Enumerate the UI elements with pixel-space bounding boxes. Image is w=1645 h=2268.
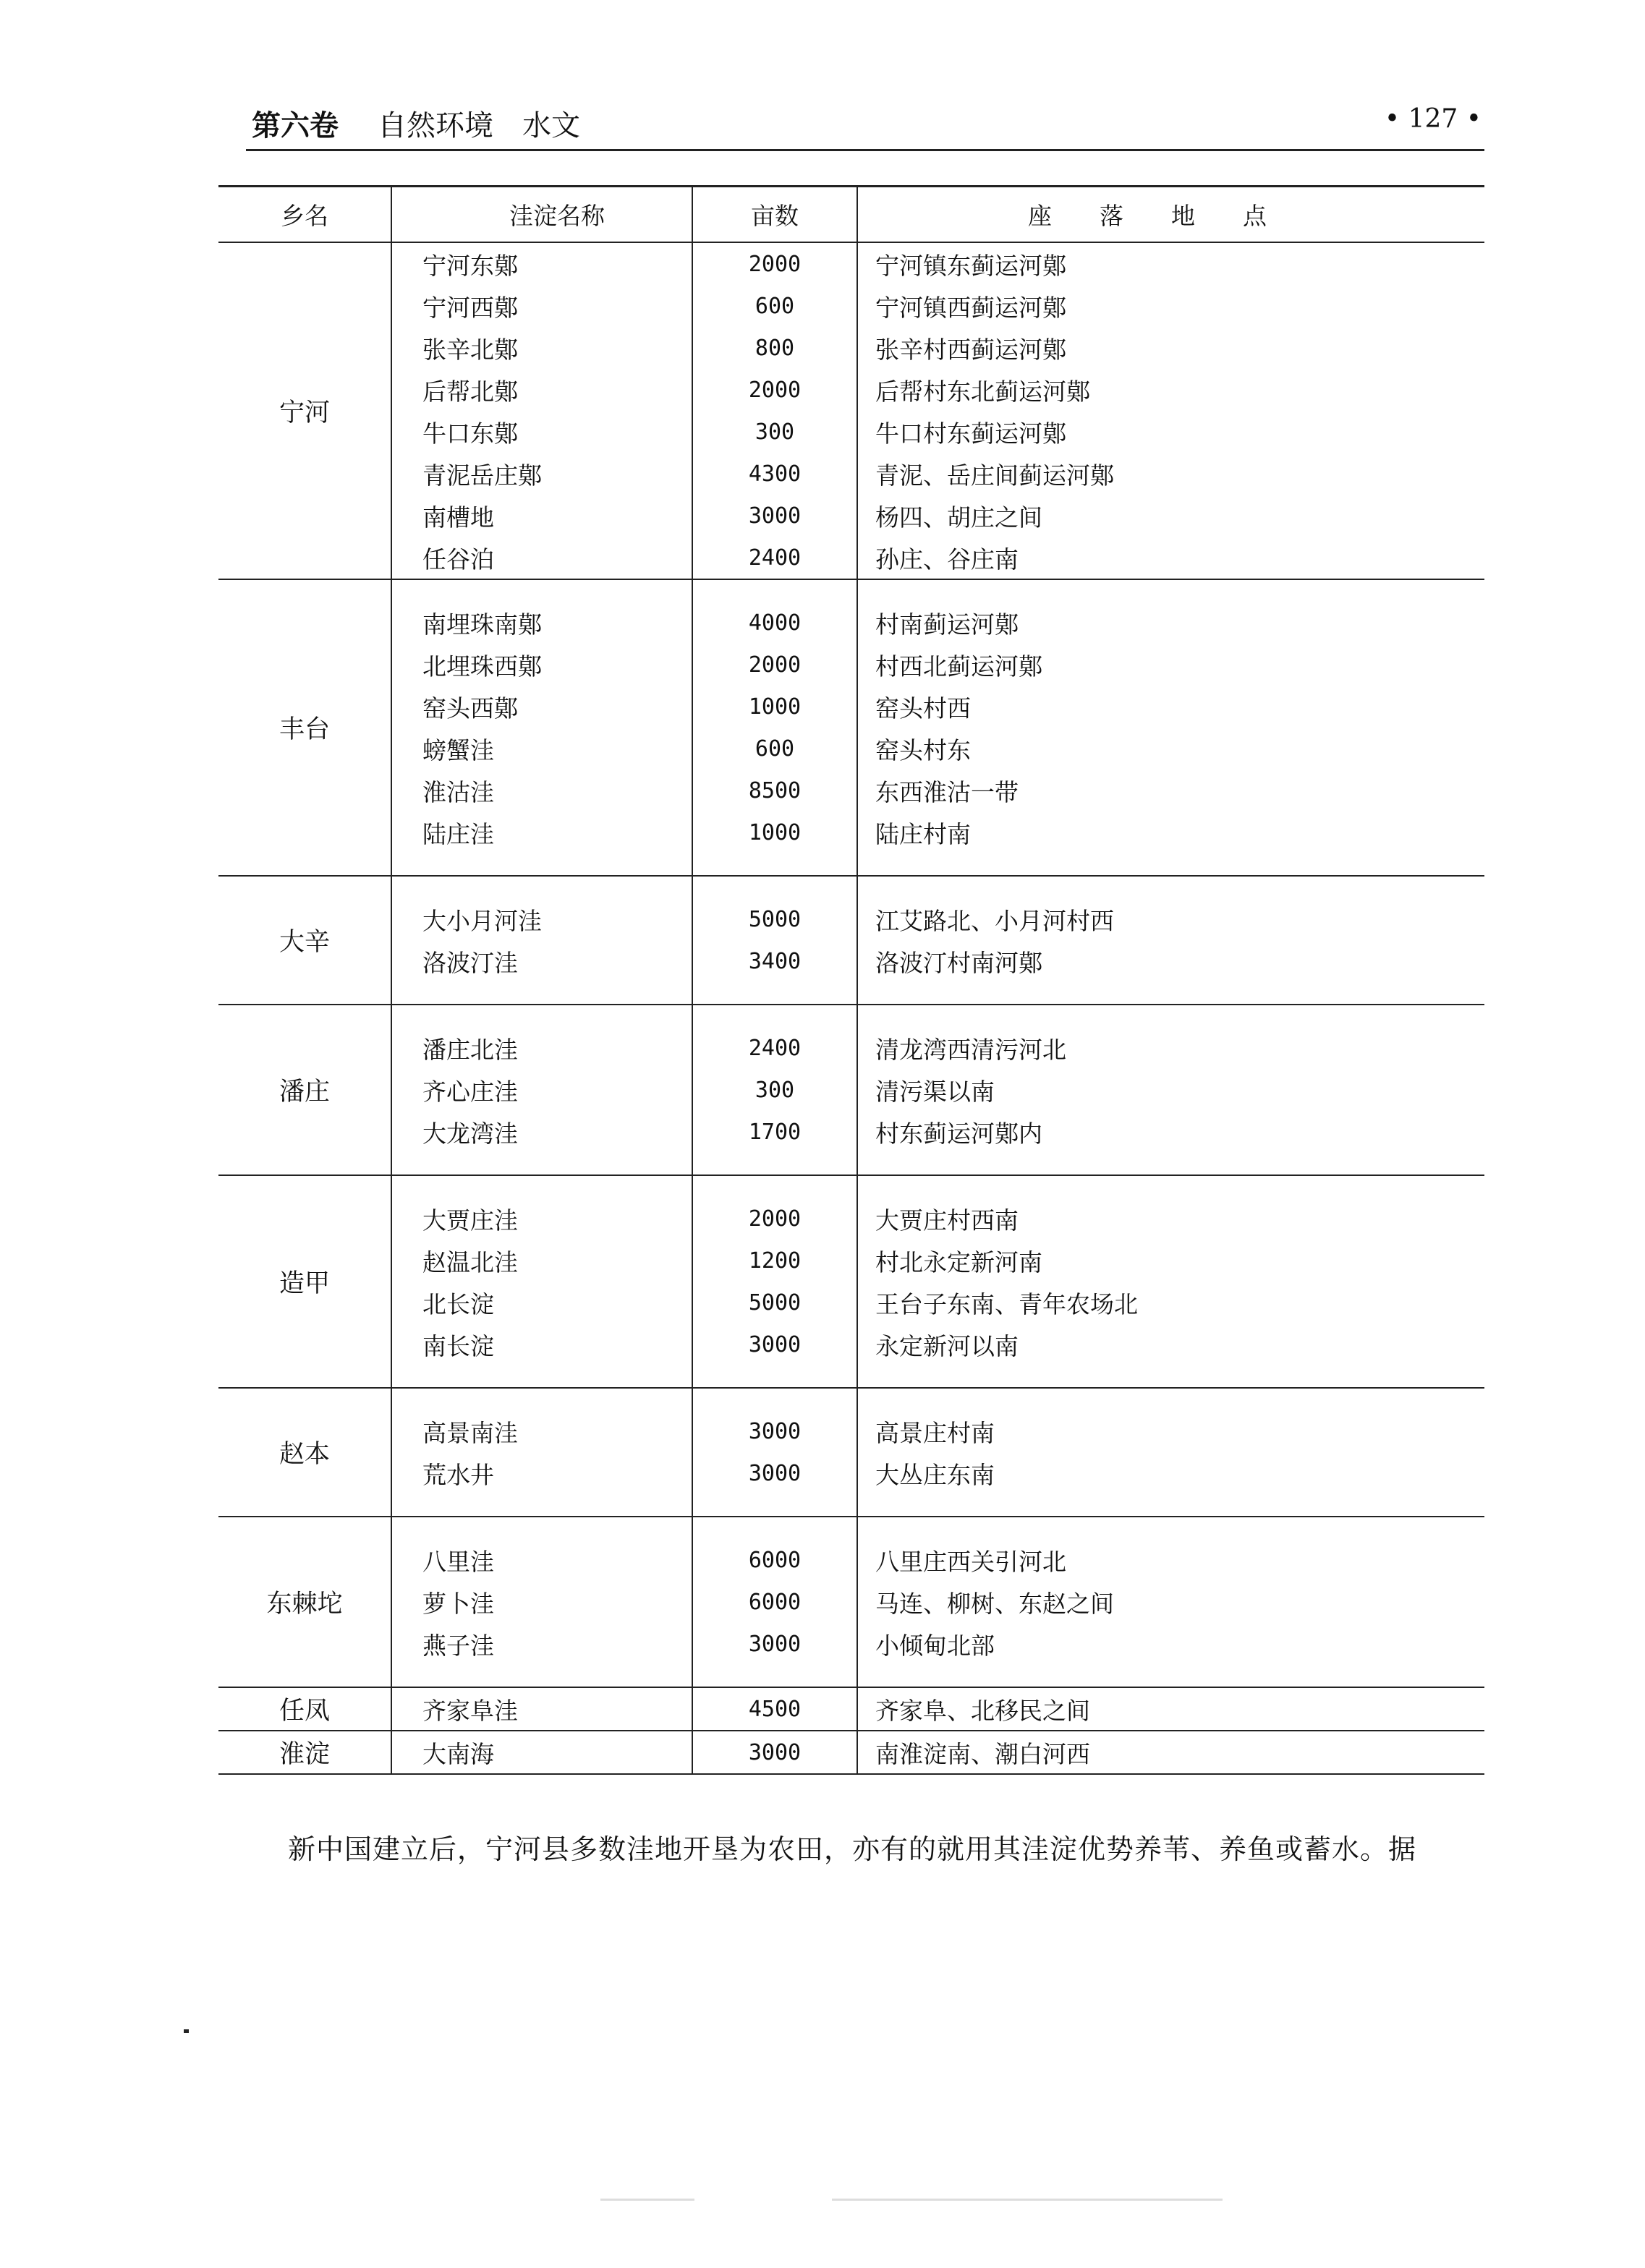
location-cell: 窑头村东 — [857, 728, 1484, 770]
spacer-cell — [692, 579, 857, 602]
section-title: 自然环境 水文 — [378, 109, 580, 142]
scan-artifact — [600, 2199, 694, 2201]
column-header-town: 乡名 — [218, 187, 391, 242]
location-cell: 江艾路北、小月河村西 — [857, 898, 1484, 940]
location-cell: 窑头村西 — [857, 686, 1484, 728]
scan-artifact — [832, 2199, 1223, 2201]
location-cell: 小倾甸北部 — [857, 1623, 1484, 1665]
area-cell: 300 — [692, 411, 857, 453]
spacer-row — [218, 853, 1484, 876]
town-cell: 大辛 — [218, 876, 391, 1005]
pond-name-cell: 洛波汀洼 — [391, 940, 692, 982]
area-cell: 2000 — [692, 369, 857, 411]
table-row — [218, 811, 1484, 853]
area-cell: 6000 — [692, 1581, 857, 1623]
area-cell: 4500 — [692, 1687, 857, 1731]
pond-name-cell: 大南海 — [391, 1731, 692, 1774]
table-row — [218, 898, 1484, 940]
spacer-cell — [857, 982, 1484, 1005]
pond-name-cell: 北长淀 — [391, 1282, 692, 1323]
pond-name-cell: 陆庄洼 — [391, 811, 692, 853]
location-cell: 清污渠以南 — [857, 1069, 1484, 1111]
spacer-cell — [857, 853, 1484, 876]
location-cell: 孙庄、谷庄南 — [857, 537, 1484, 579]
area-cell: 3000 — [692, 1323, 857, 1365]
table-row — [218, 602, 1484, 644]
area-cell: 2000 — [692, 1198, 857, 1240]
pond-name-cell: 宁河东鄚 — [391, 242, 692, 285]
spacer-cell — [391, 876, 692, 898]
table-row — [218, 1198, 1484, 1240]
pond-name-cell: 南埋珠南鄚 — [391, 602, 692, 644]
town-cell: 任凤 — [218, 1687, 391, 1731]
area-cell: 3000 — [692, 1410, 857, 1452]
spacer-cell — [857, 1494, 1484, 1517]
area-cell: 3000 — [692, 1731, 857, 1774]
spacer-cell — [692, 1175, 857, 1198]
pond-name-cell: 螃蟹洼 — [391, 728, 692, 770]
pond-name-cell: 青泥岳庄鄚 — [391, 453, 692, 495]
stray-mark — [184, 2029, 189, 2033]
spacer-cell — [857, 1388, 1484, 1410]
table-row — [218, 537, 1484, 579]
spacer-row — [218, 579, 1484, 602]
town-cell: 东棘坨 — [218, 1517, 391, 1687]
area-cell: 2000 — [692, 644, 857, 686]
spacer-cell — [692, 1517, 857, 1539]
spacer-row — [218, 1153, 1484, 1175]
pond-name-cell: 张辛北鄚 — [391, 327, 692, 369]
pond-name-cell: 燕子洼 — [391, 1623, 692, 1665]
area-cell: 1700 — [692, 1111, 857, 1153]
location-cell: 洛波汀村南河鄚 — [857, 940, 1484, 982]
location-cell: 宁河镇西蓟运河鄚 — [857, 285, 1484, 327]
location-cell: 村南蓟运河鄚 — [857, 602, 1484, 644]
spacer-row — [218, 982, 1484, 1005]
pond-name-cell: 赵温北洼 — [391, 1240, 692, 1282]
table-header-row — [218, 187, 1484, 242]
pond-name-cell: 南槽地 — [391, 495, 692, 537]
table-row — [218, 728, 1484, 770]
location-cell: 大丛庄东南 — [857, 1452, 1484, 1494]
spacer-row — [218, 1665, 1484, 1687]
spacer-row — [218, 1494, 1484, 1517]
pond-name-cell: 齐家阜洼 — [391, 1687, 692, 1731]
header-rule — [246, 149, 1484, 151]
pond-name-cell: 宁河西鄚 — [391, 285, 692, 327]
column-header-area: 亩数 — [692, 187, 857, 242]
area-cell: 4300 — [692, 453, 857, 495]
table-row — [218, 1027, 1484, 1069]
spacer-row — [218, 1517, 1484, 1539]
pond-name-cell: 淮沽洼 — [391, 770, 692, 811]
table-row — [218, 1240, 1484, 1282]
spacer-row — [218, 1175, 1484, 1198]
location-cell: 村西北蓟运河鄚 — [857, 644, 1484, 686]
volume-label: 第六卷 — [252, 109, 339, 142]
spacer-cell — [857, 1517, 1484, 1539]
area-cell: 600 — [692, 285, 857, 327]
table-row — [218, 1452, 1484, 1494]
area-cell: 5000 — [692, 898, 857, 940]
table-row — [218, 1539, 1484, 1581]
area-cell: 2000 — [692, 242, 857, 285]
location-cell: 高景庄村南 — [857, 1410, 1484, 1452]
spacer-cell — [692, 876, 857, 898]
location-cell: 南淮淀南、潮白河西 — [857, 1731, 1484, 1774]
spacer-cell — [692, 982, 857, 1005]
table-row — [218, 285, 1484, 327]
spacer-cell — [857, 1665, 1484, 1687]
spacer-cell — [391, 579, 692, 602]
area-cell: 3000 — [692, 1452, 857, 1494]
table-row — [218, 770, 1484, 811]
location-cell: 村东蓟运河鄚内 — [857, 1111, 1484, 1153]
town-cell: 丰台 — [218, 579, 391, 876]
spacer-cell — [857, 1175, 1484, 1198]
town-cell: 赵本 — [218, 1388, 391, 1517]
pond-name-cell: 高景南洼 — [391, 1410, 692, 1452]
body-paragraph: 新中国建立后，宁河县多数洼地开垦为农田，亦有的就用其洼淀优势养苇、养鱼或蓄水。据 — [288, 1833, 1417, 1865]
area-cell: 2400 — [692, 1027, 857, 1069]
pond-name-cell: 后帮北鄚 — [391, 369, 692, 411]
table-row — [218, 1282, 1484, 1323]
spacer-cell — [857, 1153, 1484, 1175]
area-cell: 3000 — [692, 495, 857, 537]
location-cell: 王台子东南、青年农场北 — [857, 1282, 1484, 1323]
wetland-table — [218, 187, 1484, 1775]
location-cell: 八里庄西关引河北 — [857, 1539, 1484, 1581]
table-row — [218, 686, 1484, 728]
spacer-cell — [391, 1365, 692, 1388]
pond-name-cell: 齐心庄洼 — [391, 1069, 692, 1111]
pond-name-cell: 大龙湾洼 — [391, 1111, 692, 1153]
spacer-cell — [391, 1665, 692, 1687]
pond-name-cell: 大小月河洼 — [391, 898, 692, 940]
spacer-row — [218, 1388, 1484, 1410]
pond-name-cell: 牛口东鄚 — [391, 411, 692, 453]
spacer-cell — [692, 1665, 857, 1687]
location-cell: 杨四、胡庄之间 — [857, 495, 1484, 537]
area-cell: 6000 — [692, 1539, 857, 1581]
spacer-cell — [391, 1517, 692, 1539]
table-row — [218, 1111, 1484, 1153]
pond-name-cell: 八里洼 — [391, 1539, 692, 1581]
pond-name-cell: 荒水井 — [391, 1452, 692, 1494]
area-cell: 4000 — [692, 602, 857, 644]
location-cell: 青泥、岳庄间蓟运河鄚 — [857, 453, 1484, 495]
pond-name-cell: 南长淀 — [391, 1323, 692, 1365]
table-row — [218, 644, 1484, 686]
table-row — [218, 369, 1484, 411]
area-cell: 800 — [692, 327, 857, 369]
area-cell: 600 — [692, 728, 857, 770]
pond-name-cell: 任谷泊 — [391, 537, 692, 579]
pond-name-cell: 窑头西鄚 — [391, 686, 692, 728]
spacer-cell — [692, 1365, 857, 1388]
spacer-cell — [391, 1005, 692, 1027]
area-cell: 300 — [692, 1069, 857, 1111]
area-cell: 3000 — [692, 1623, 857, 1665]
spacer-cell — [391, 1494, 692, 1517]
spacer-cell — [391, 982, 692, 1005]
spacer-cell — [391, 853, 692, 876]
location-cell: 后帮村东北蓟运河鄚 — [857, 369, 1484, 411]
column-header-name: 洼淀名称 — [391, 187, 692, 242]
location-cell: 张辛村西蓟运河鄚 — [857, 327, 1484, 369]
location-cell: 村北永定新河南 — [857, 1240, 1484, 1282]
page-header — [246, 103, 1483, 153]
table-row — [218, 1323, 1484, 1365]
area-cell: 5000 — [692, 1282, 857, 1323]
spacer-cell — [391, 1388, 692, 1410]
spacer-row — [218, 1005, 1484, 1027]
town-cell: 造甲 — [218, 1175, 391, 1388]
town-cell: 宁河 — [218, 242, 391, 579]
area-cell: 1200 — [692, 1240, 857, 1282]
spacer-cell — [857, 1365, 1484, 1388]
table-row — [218, 1687, 1484, 1731]
location-cell: 宁河镇东蓟运河鄚 — [857, 242, 1484, 285]
location-cell: 大贾庄村西南 — [857, 1198, 1484, 1240]
area-cell: 3400 — [692, 940, 857, 982]
area-cell: 1000 — [692, 811, 857, 853]
table-row — [218, 1623, 1484, 1665]
location-cell: 永定新河以南 — [857, 1323, 1484, 1365]
table-row — [218, 242, 1484, 285]
table-row — [218, 940, 1484, 982]
spacer-cell — [857, 579, 1484, 602]
table-row — [218, 495, 1484, 537]
spacer-cell — [692, 1153, 857, 1175]
spacer-cell — [692, 1005, 857, 1027]
table-row — [218, 327, 1484, 369]
pond-name-cell: 大贾庄洼 — [391, 1198, 692, 1240]
area-cell: 2400 — [692, 537, 857, 579]
table-row — [218, 453, 1484, 495]
location-cell: 牛口村东蓟运河鄚 — [857, 411, 1484, 453]
table-row — [218, 1410, 1484, 1452]
location-cell: 陆庄村南 — [857, 811, 1484, 853]
location-cell: 东西淮沽一带 — [857, 770, 1484, 811]
pond-name-cell: 北埋珠西鄚 — [391, 644, 692, 686]
spacer-row — [218, 1365, 1484, 1388]
table-row — [218, 1731, 1484, 1774]
spacer-cell — [692, 1388, 857, 1410]
spacer-row — [218, 876, 1484, 898]
town-cell: 潘庄 — [218, 1005, 391, 1175]
location-cell: 清龙湾西清污河北 — [857, 1027, 1484, 1069]
spacer-cell — [857, 1005, 1484, 1027]
spacer-cell — [391, 1153, 692, 1175]
table-row — [218, 411, 1484, 453]
location-cell: 马连、柳树、东赵之间 — [857, 1581, 1484, 1623]
spacer-cell — [692, 853, 857, 876]
location-cell: 齐家阜、北移民之间 — [857, 1687, 1484, 1731]
area-cell: 1000 — [692, 686, 857, 728]
column-header-location: 座落地点 — [857, 187, 1484, 242]
spacer-cell — [391, 1175, 692, 1198]
table-row — [218, 1069, 1484, 1111]
spacer-cell — [692, 1494, 857, 1517]
pond-name-cell: 萝卜洼 — [391, 1581, 692, 1623]
town-cell: 淮淀 — [218, 1731, 391, 1774]
page-number: • 127 • — [1384, 104, 1482, 134]
spacer-cell — [857, 876, 1484, 898]
pond-name-cell: 潘庄北洼 — [391, 1027, 692, 1069]
area-cell: 8500 — [692, 770, 857, 811]
table-row — [218, 1581, 1484, 1623]
